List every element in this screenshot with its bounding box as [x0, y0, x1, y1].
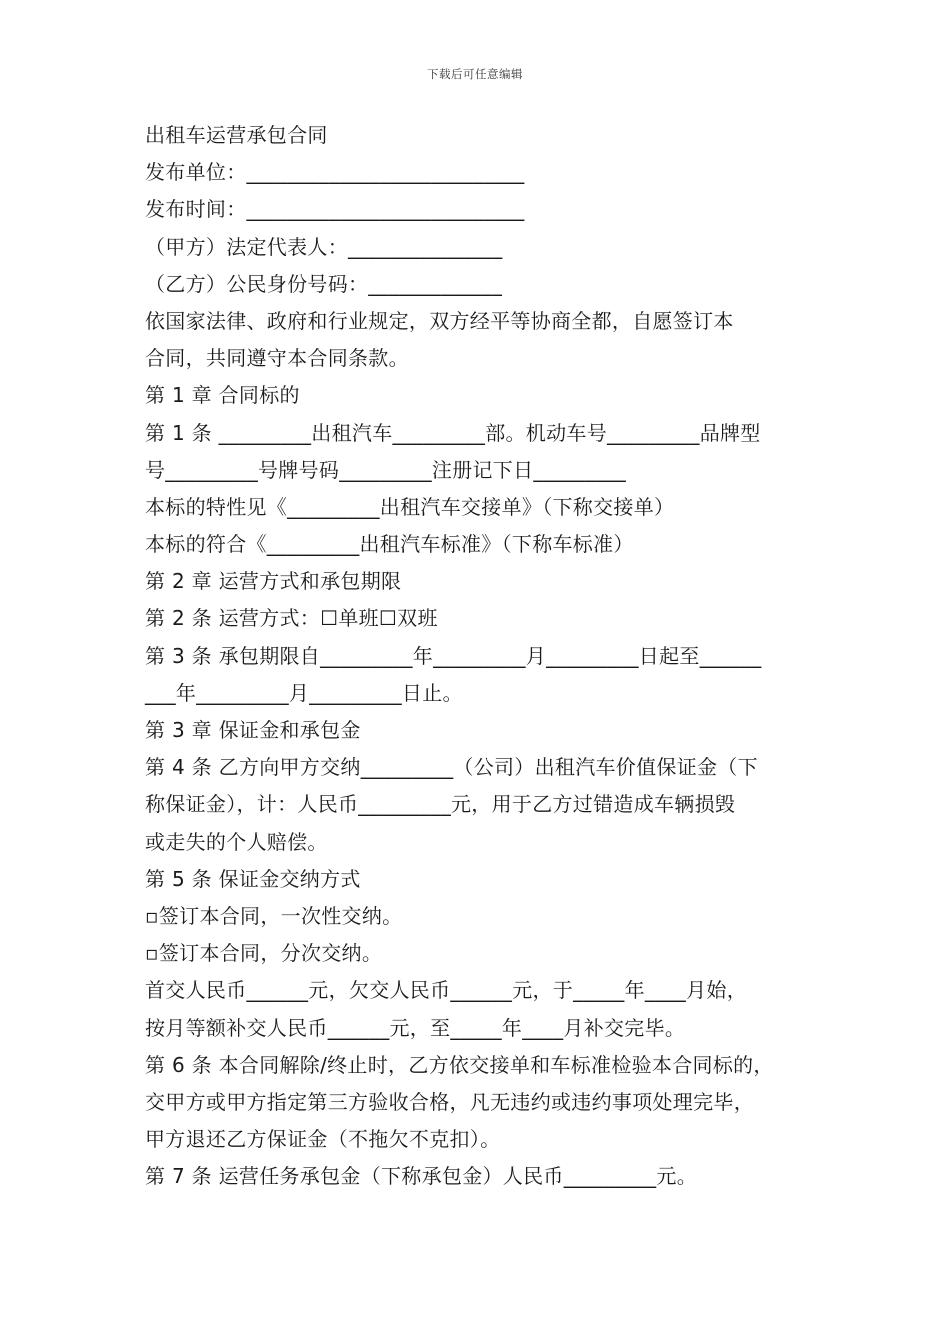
article-5-heading: 第 5 条 保证金交纳方式 — [145, 866, 361, 891]
article-6-line-1: 第 6 条 本合同解除/终止时，乙方依交接单和车标准检验本合同标的， — [145, 1052, 774, 1077]
article-2-operation-mode: 第 2 条 运营方式：☐单班☐双班 — [145, 606, 438, 631]
document-title: 出租车运营承包合同 — [145, 123, 328, 147]
article-7-line: 第 7 条 运营任务承包金（下称承包金）人民币_________元。 — [145, 1164, 697, 1189]
contract-body — [145, 117, 835, 1195]
subject-standard-line: 本标的符合《_________出租汽车标准》（下称车标准） — [145, 532, 634, 557]
installment-line-2: 按月等额补交人民币______元，至_____年____月补交完毕。 — [145, 1015, 686, 1040]
article-4-line-1: 第 4 条 乙方向甲方交纳_________（公司）出租汽车价值保证金（下 — [145, 755, 758, 780]
publisher-field: 发布单位：___________________________ — [145, 160, 525, 185]
subject-handover-line: 本标的特性见《_________出租汽车交接单》（下称交接单） — [145, 494, 675, 519]
article-1-line-2: 号_________号牌号码_________注册记下日_________ — [145, 457, 627, 482]
party-a-representative-field: （甲方）法定代表人：_______________ — [145, 234, 503, 259]
chapter-3-heading: 第 3 章 保证金和承包金 — [145, 718, 361, 742]
chapter-2-heading: 第 2 章 运营方式和承包期限 — [145, 569, 402, 594]
article-6-line-3: 甲方退还乙方保证金（不拖欠不克扣）。 — [145, 1127, 501, 1152]
article-3-line-2: ___年_________月_________日止。 — [145, 680, 463, 705]
article-6-line-2: 交甲方或甲方指定第三方验收合格，凡无违约或违约事项处理完毕， — [145, 1089, 754, 1114]
installment-line-1: 首交人民币______元，欠交人民币______元，于_____年____月始， — [145, 978, 747, 1003]
chapter-1-heading: 第 1 章 合同标的 — [145, 383, 300, 408]
payment-option-installments: ▫签订本合同，分次交纳。 — [145, 941, 383, 966]
article-4-line-2: 称保证金），计：人民币_________元，用于乙方过错造成车辆损毁 — [145, 792, 736, 817]
payment-option-lump-sum: ▫签订本合同，一次性交纳。 — [145, 903, 403, 928]
preamble-line-2: 合同，共同遵守本合同条款。 — [145, 346, 409, 371]
party-b-id-field: （乙方）公民身份号码：_____________ — [145, 271, 503, 296]
preamble-line-1: 依国家法律、政府和行业规定，双方经平等协商全都，自愿签订本 — [145, 308, 734, 333]
publish-date-field: 发布时间：___________________________ — [145, 197, 525, 222]
article-4-line-3: 或走失的个人赔偿。 — [145, 829, 328, 854]
page-header-note: 下载后可任意编辑 — [427, 67, 523, 81]
article-3-line-1: 第 3 条 承包期限自_________年_________月_________日起至______ — [145, 643, 762, 668]
article-1-line-1: 第 1 条 _________出租汽车_________部。机动车号_________品牌型 — [145, 420, 761, 445]
